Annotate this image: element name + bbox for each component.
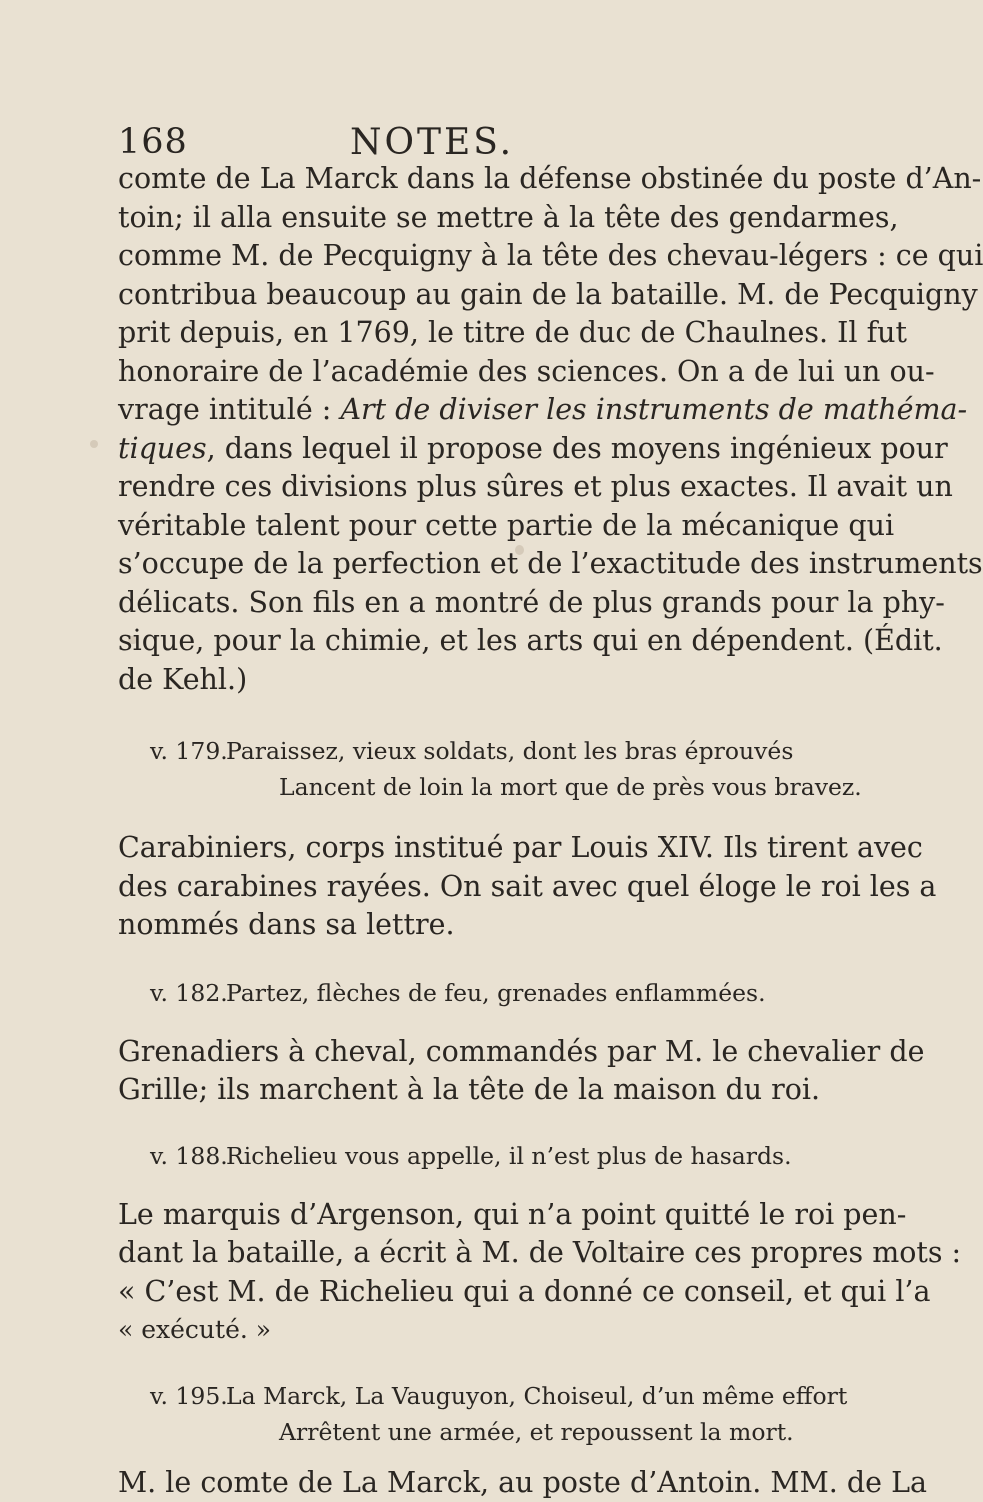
- text-segment: vrage intitulé :: [118, 393, 340, 426]
- book-title: tiques: [118, 432, 207, 465]
- text-line: véritable talent pour cette partie de la mécanique qui: [118, 507, 738, 546]
- text-line: dant la bataille, a écrit à M. de Voltaire ces propres mots :: [118, 1234, 738, 1273]
- verse-line: Lancent de loin la mort que de près vous bravez.: [118, 769, 738, 805]
- verse-line: Arrêtent une armée, et repoussent la mort.: [118, 1414, 738, 1450]
- text-line: [118, 430, 738, 469]
- verse-quote: [118, 1378, 738, 1450]
- note-paragraph: [118, 160, 738, 699]
- text-line: de Kehl.): [118, 661, 738, 700]
- page-body: [118, 160, 738, 1502]
- text-line: Le marquis d’Argenson, qui n’a point quitté le roi pen-: [118, 1196, 738, 1235]
- text-line: prit depuis, en 1769, le titre de duc de Chaulnes. Il fut: [118, 314, 738, 353]
- text-line: sique, pour la chimie, et les arts qui en dépendent. (Édit.: [118, 622, 738, 661]
- book-title: Art de diviser les instruments de mathéma-: [340, 393, 967, 426]
- verse-line: Paraissez, vieux soldats, dont les bras éprouvés: [226, 737, 793, 765]
- text-line: toin; il alla ensuite se mettre à la tête des gendarmes,: [118, 199, 738, 238]
- text-line: M. le comte de La Marck, au poste d’Antoin. MM. de La: [118, 1464, 738, 1502]
- page-number: 168: [118, 122, 188, 162]
- paper-spot: [90, 440, 98, 448]
- verse-line: Richelieu vous appelle, il n’est plus de hasards.: [226, 1142, 792, 1170]
- verse-quote: [118, 733, 738, 805]
- verse-line: Partez, flèches de feu, grenades enflammées.: [226, 979, 766, 1007]
- note-paragraph: [118, 1464, 738, 1502]
- text-segment: , dans lequel il propose des moyens ingénieux pour: [207, 432, 948, 465]
- note-paragraph: [118, 1033, 738, 1110]
- verse-number: v. 182.: [150, 975, 226, 1011]
- text-line: honoraire de l’académie des sciences. On a de lui un ou-: [118, 353, 738, 392]
- verse-line: La Marck, La Vauguyon, Choiseul, d’un même effort: [226, 1382, 847, 1410]
- verse-number: v. 179.: [150, 733, 226, 769]
- note-paragraph: [118, 829, 738, 945]
- text-line: s’occupe de la perfection et de l’exactitude des instruments: [118, 545, 738, 584]
- text-line: comme M. de Pecquigny à la tête des chevau-légers : ce qui: [118, 237, 738, 276]
- verse-quote: [118, 1138, 738, 1174]
- text-line: [118, 391, 738, 430]
- verse-quote: [118, 975, 738, 1011]
- note-paragraph: [118, 1196, 738, 1350]
- verse-number: v. 195.: [150, 1378, 226, 1414]
- text-line: contribua beaucoup au gain de la bataille. M. de Pecquigny: [118, 276, 738, 315]
- text-line: rendre ces divisions plus sûres et plus exactes. Il avait un: [118, 468, 738, 507]
- text-line: « C’est M. de Richelieu qui a donné ce conseil, et qui l’a: [118, 1273, 738, 1312]
- text-line: Grenadiers à cheval, commandés par M. le chevalier de: [118, 1033, 738, 1072]
- running-title: NOTES.: [350, 122, 514, 163]
- text-line: nommés dans sa lettre.: [118, 906, 738, 945]
- text-line: des carabines rayées. On sait avec quel éloge le roi les a: [118, 868, 738, 907]
- verse-number: v. 188.: [150, 1138, 226, 1174]
- text-line: Grille; ils marchent à la tête de la maison du roi.: [118, 1071, 738, 1110]
- text-line: « exécuté. »: [118, 1311, 738, 1350]
- text-line: Carabiniers, corps institué par Louis XIV. Ils tirent avec: [118, 829, 738, 868]
- text-line: comte de La Marck dans la défense obstinée du poste d’An-: [118, 160, 738, 199]
- text-line: délicats. Son fils en a montré de plus grands pour la phy-: [118, 584, 738, 623]
